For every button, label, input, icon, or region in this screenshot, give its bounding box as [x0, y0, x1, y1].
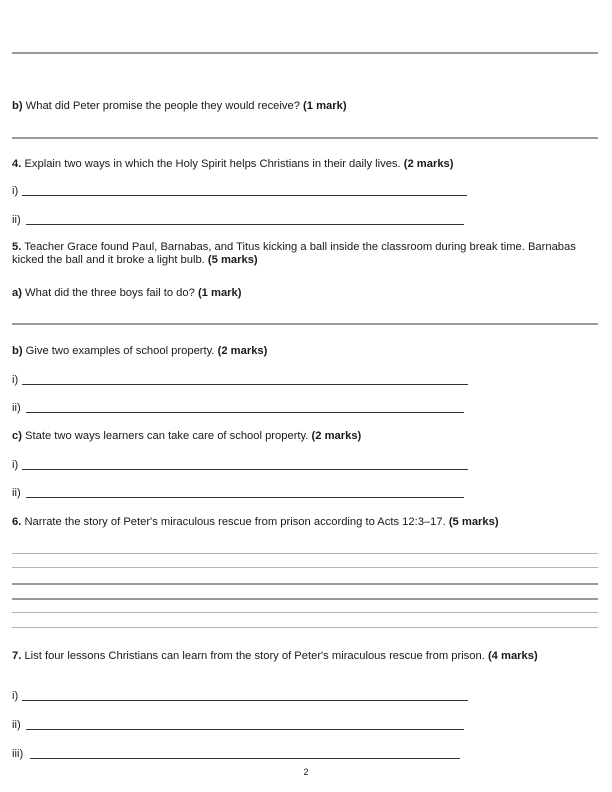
answer-line-q7-i[interactable]: i) — [12, 690, 18, 703]
question-5b: b) Give two examples of school property. (2 marks) — [12, 345, 268, 357]
question-5c: c) State two ways learners can take care of school property. (2 marks) — [12, 430, 362, 442]
answer-line-q7-iii[interactable]: iii) — [12, 748, 23, 761]
answer-line[interactable] — [12, 567, 598, 568]
question-5a: a) What did the three boys fail to do? (1 mark) — [12, 287, 242, 299]
answer-line-q5c-i[interactable]: i) — [12, 459, 18, 472]
answer-line[interactable] — [12, 627, 598, 628]
answer-line-q4-ii[interactable]: ii) — [12, 214, 21, 227]
answer-line — [12, 323, 598, 325]
question-5: 5. Teacher Grace found Paul, Barnabas, and Titus kicking a ball inside the classroom during break time. Barnabas kicked the ball and it broke a light bulb. (5 marks) — [12, 241, 576, 266]
answer-line[interactable] — [12, 583, 598, 585]
answer-line — [12, 137, 598, 139]
answer-line[interactable] — [12, 553, 598, 554]
answer-line-q5b-i[interactable]: i) — [12, 374, 18, 387]
answer-line-q7-ii[interactable]: ii) — [12, 719, 21, 732]
answer-line[interactable] — [12, 598, 598, 600]
answer-line-q5c-ii[interactable]: ii) — [12, 487, 21, 500]
page-number: 2 — [303, 767, 309, 777]
answer-line — [12, 52, 598, 54]
answer-line-q5b-ii[interactable]: ii) — [12, 402, 21, 415]
question-7: 7. List four lessons Christians can learn from the story of Peter's miraculous rescue from prison. (4 marks) — [12, 650, 538, 662]
answer-line[interactable] — [12, 612, 598, 613]
answer-line-q4-i[interactable]: i) — [12, 185, 18, 198]
question-3b: b) What did Peter promise the people they would receive? (1 mark) — [12, 100, 347, 112]
question-6: 6. Narrate the story of Peter's miraculous rescue from prison according to Acts 12:3–17. (5 marks) — [12, 516, 499, 528]
question-4: 4. Explain two ways in which the Holy Spirit helps Christians in their daily lives. (2 marks) — [12, 158, 454, 170]
